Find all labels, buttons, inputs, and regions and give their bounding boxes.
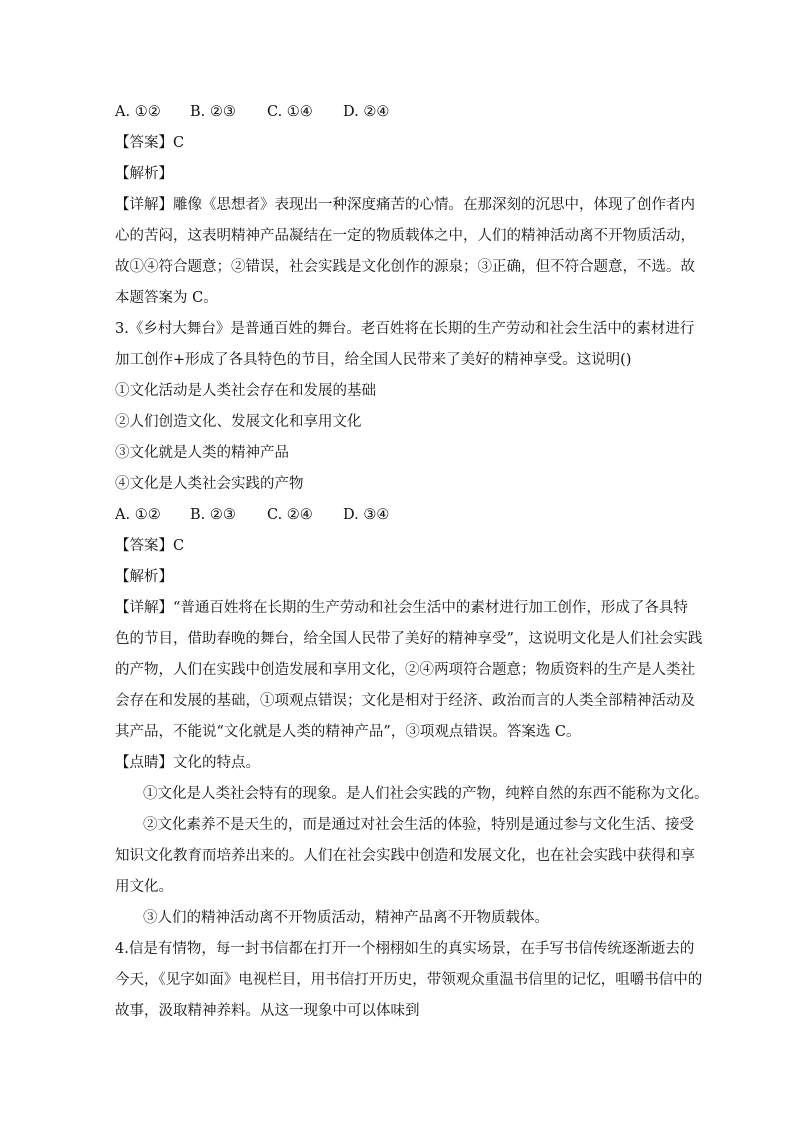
q3-tip-point: ③人们的精神活动离不开物质活动，精神产品离不开物质载体。 [143, 910, 549, 926]
q2-options [115, 97, 695, 128]
q2-option-c: C. ①④ [267, 104, 313, 120]
q3-stem-line: 加工创作+形成了各具特色的节目，给全国人民带来了美好的精神享受。这说明() [115, 352, 632, 368]
q2-option-d: D. ②④ [343, 104, 390, 120]
q2-option-b: B. ②③ [190, 104, 236, 120]
q3-option-c: C. ②④ [267, 507, 313, 523]
q3-tip-point: ①文化是人类社会特有的现象。是人们社会实践的产物，纯粹自然的东西不能称为文化。 [143, 786, 709, 802]
q3-detail-line: 的产物，人们在实践中创造发展和享用文化，②④两项符合题意；物质资料的生产是人类社 [115, 662, 695, 678]
q4-stem-line: 故事，汲取精神养料。从这一现象中可以体味到 [115, 1003, 420, 1019]
q3-option-d: D. ③④ [343, 507, 390, 523]
q3-analysis-label: 【解析】 [115, 569, 173, 585]
q2-detail-line: 本题答案为 C。 [115, 290, 218, 306]
q3-statement: ①文化活动是人类社会存在和发展的基础 [115, 383, 376, 399]
q3-statement: ②人们创造文化、发展文化和享用文化 [115, 414, 362, 430]
q2-detail-line: 心的苦闷，这表明精神产品凝结在一定的物质载体之中，人们的精神活动离不开物质活动， [115, 228, 695, 244]
q3-tip-point: ②文化素养不是天生的，而是通过对社会生活的体验，特别是通过参与文化生活、接受 [143, 817, 694, 833]
q3-stem-line: 3.《乡村大舞台》是普通百姓的舞台。老百姓将在长期的生产劳动和社会生活中的素材进行 [115, 321, 695, 337]
q3-detail-line: 【详解】“普通百姓将在长期的生产劳动和社会生活中的素材进行加工创作，形成了各具特 [115, 600, 688, 616]
q3-options [115, 500, 695, 531]
q3-tip: 【点睛】文化的特点。 [115, 755, 260, 771]
q4-stem-line: 今天，《见字如面》电视栏目，用书信打开历史，带领观众重温书信里的记忆，咀嚼书信中的 [115, 972, 703, 988]
q3-tip-point: 知识文化教育而培养出来的。人们在社会实践中创造和发展文化，也在社会实践中获得和享 [115, 848, 695, 864]
q3-tip-point: 用文化。 [115, 879, 173, 895]
q3-answer: 【答案】C [115, 538, 185, 554]
q4-stem-line: 4.信是有情物，每一封书信都在打开一个栩栩如生的真实场景，在手写书信传统逐渐逝去的 [115, 941, 695, 957]
q3-detail-line: 色的节目，借助春晚的舞台，给全国人民带了美好的精神享受”，这说明文化是人们社会实践 [115, 631, 703, 647]
q2-detail-line: 故①④符合题意；②错误，社会实践是文化创作的源泉；③正确，但不符合题意，不选。故 [115, 259, 695, 275]
q2-detail-line: 【详解】雕像《思想者》表现出一种深度痛苦的心情。在那深刻的沉思中，体现了创作者内 [115, 197, 695, 213]
q3-option-b: B. ②③ [190, 507, 236, 523]
q3-statement: ④文化是人类社会实践的产物 [115, 476, 304, 492]
q2-answer: 【答案】C [115, 135, 185, 151]
q2-option-a: A. ①② [115, 104, 161, 120]
q3-option-a: A. ①② [115, 507, 161, 523]
q3-detail-line: 会存在和发展的基础，①项观点错误；文化是相对于经济、政治而言的人类全部精神活动及 [115, 693, 695, 709]
q3-statement: ③文化就是人类的精神产品 [115, 445, 289, 461]
q2-analysis-label: 【解析】 [115, 166, 173, 182]
document-content [115, 97, 709, 1027]
q3-detail-line: 其产品，不能说“文化就是人类的精神产品”，③项观点错误。答案选 C。 [115, 724, 581, 740]
